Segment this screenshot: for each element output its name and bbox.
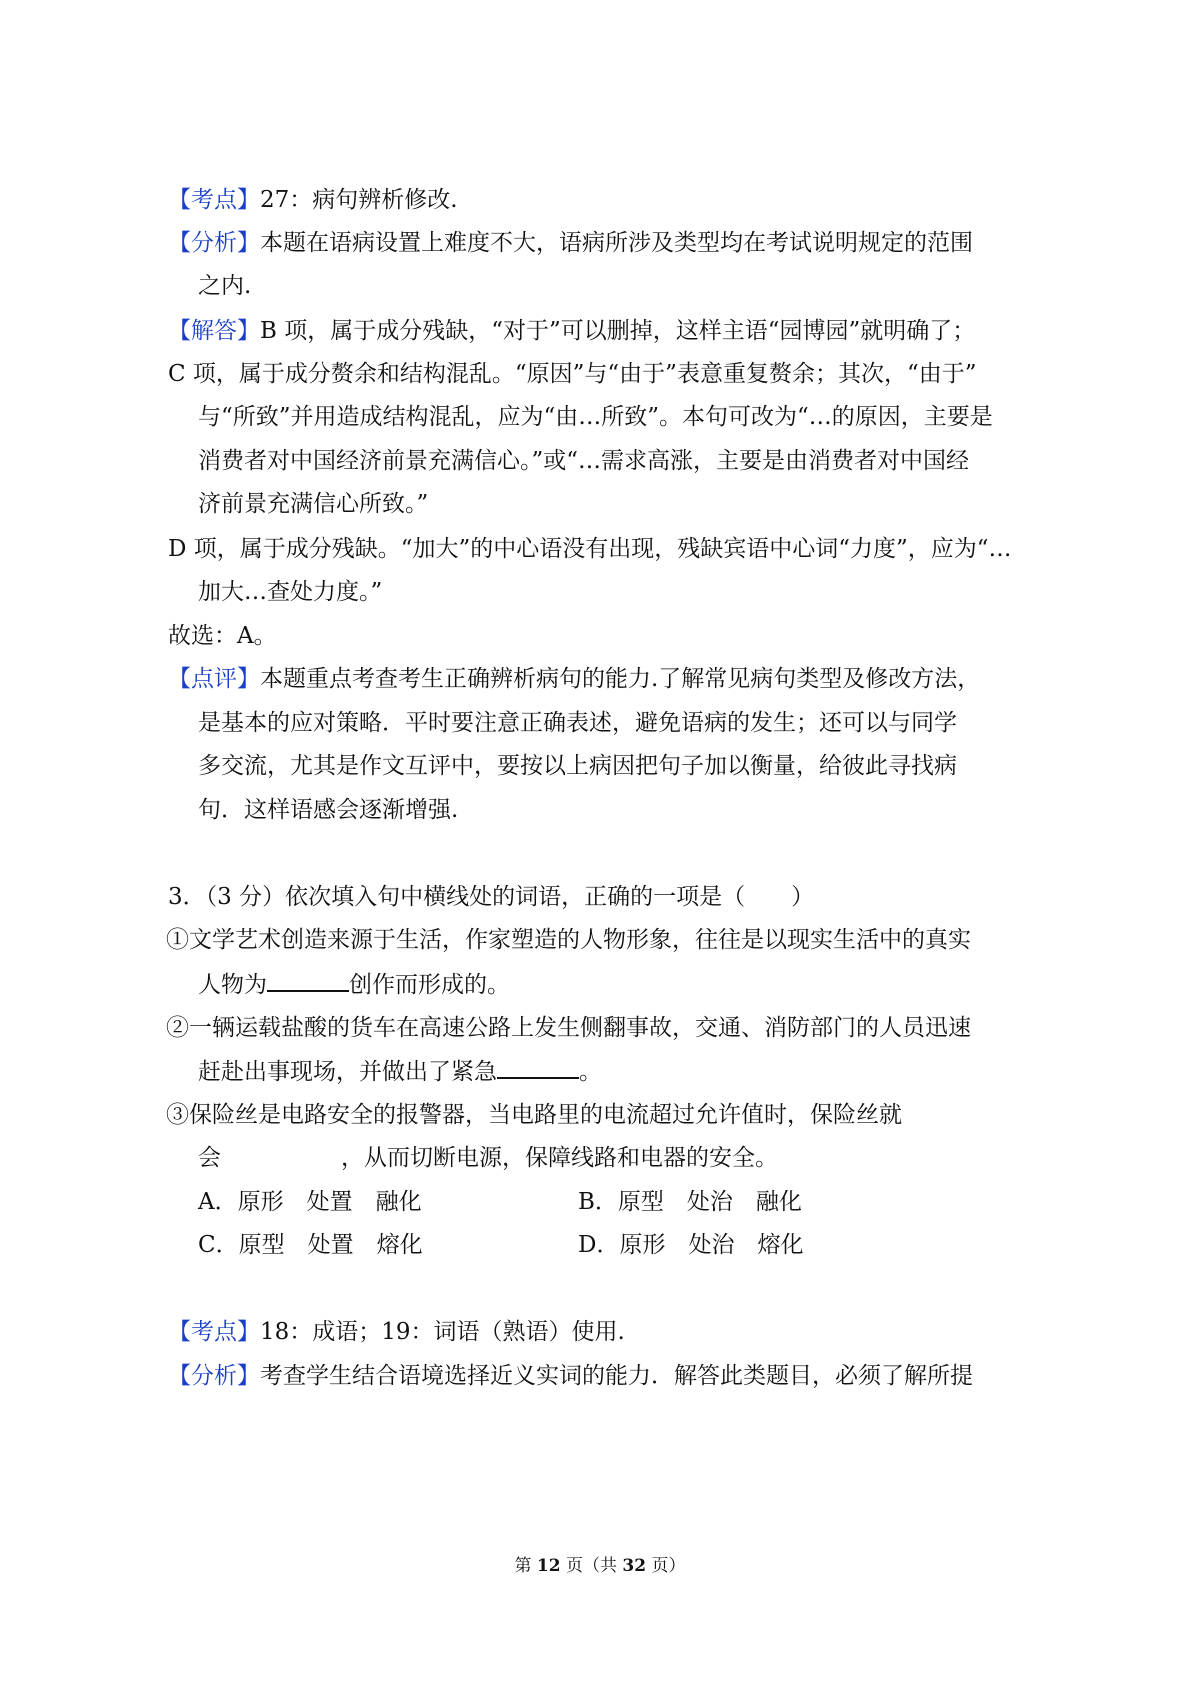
q2-c-line1: C 项，属于成分赘余和结构混乱。“原因”与“由于”表意重复赘余；其次，“由于” [168, 361, 977, 387]
fenxi-text: 本题在语病设置上难度不大，语病所涉及类型均在考试说明规定的范围 [260, 230, 973, 256]
q2-kaodian [168, 184, 458, 216]
fenxi-tag: 【分析】 [168, 230, 260, 256]
q2-fenxi [168, 227, 973, 259]
kaodian-tag: 【考点】 [168, 187, 260, 213]
jieda-tag: 【解答】 [168, 318, 260, 344]
q2-c-line2: 与“所致”并用造成结构混乱，应为“由…所致”。本句可改为“…的原因，主要是 [198, 404, 993, 430]
page-footer: 第 12 页（共 32 页） [514, 1556, 686, 1576]
q2-dianping-line2: 是基本的应对策略．平时要注意正确表述，避免语病的发生；还可以与同学 [198, 710, 957, 736]
q3-sentence2-line1: ②一辆运载盐酸的货车在高速公路上发生侧翻事故，交通、消防部门的人员迅速 [166, 1015, 971, 1041]
s1-pre: 人物为 [198, 972, 267, 998]
q2-fenxi-cont: 之内. [198, 273, 252, 299]
kaodian-text: 18：成语；19：词语（熟语）使用. [260, 1319, 625, 1345]
s2-pre: 赶赴出事现场，并做出了紧急 [198, 1059, 497, 1085]
kaodian-text: 27：病句辨析修改. [260, 187, 458, 213]
q2-d-line2: 加大…查处力度。” [198, 579, 383, 605]
fill-blank-2 [497, 1055, 579, 1079]
dianping-tag: 【点评】 [168, 666, 260, 692]
q3-sentence1-line2 [198, 968, 510, 1001]
current-page-number: 12 [536, 1556, 561, 1576]
q2-c-line3: 消费者对中国经济前景充满信心。”或“…需求高涨，主要是由消费者对中国经 [198, 448, 970, 474]
q3-stem: 3．（3 分）依次填入句中横线处的词语，正确的一项是（ ） [168, 884, 815, 910]
q2-dianping-line4: 句．这样语感会逐渐增强. [198, 797, 459, 823]
jieda-text: B 项，属于成分残缺，“对于”可以删掉，这样主语“园博园”就明确了； [260, 318, 976, 344]
total-page-number: 32 [622, 1556, 647, 1576]
q2-d-line1: D 项，属于成分残缺。“加大”的中心语没有出现，残缺宾语中心词“力度”，应为“… [168, 536, 1012, 562]
q3-sentence3-line2 [198, 1142, 778, 1174]
s3-post: ，从而切断电源，保障线路和电器的安全。 [341, 1145, 778, 1171]
q2-dianping [168, 663, 980, 695]
q3-kaodian [168, 1316, 625, 1348]
option-c: C．原型 处置 熔化 [198, 1232, 423, 1258]
s2-post: 。 [579, 1059, 602, 1085]
option-b: B．原型 处治 融化 [578, 1189, 802, 1215]
q2-c-line4: 济前景充满信心所致。” [198, 491, 429, 517]
fenxi-text: 考查学生结合语境选择近义实词的能力．解答此类题目，必须了解所提 [260, 1363, 973, 1389]
option-a: A．原形 处置 融化 [198, 1189, 422, 1215]
q2-dianping-line3: 多交流，尤其是作文互评中，要按以上病因把句子加以衡量，给彼此寻找病 [198, 753, 957, 779]
q3-sentence2-line2 [198, 1055, 602, 1088]
fill-blank-1 [267, 968, 349, 992]
kaodian-tag: 【考点】 [168, 1319, 260, 1345]
dianping-text: 本题重点考查考生正确辨析病句的能力.了解常见病句类型及修改方法， [260, 666, 981, 692]
q2-jieda [168, 315, 975, 347]
q3-sentence1-line1: ①文学艺术创造来源于生活，作家塑造的人物形象，往往是以现实生活中的真实 [166, 927, 971, 953]
s3-pre: 会 [198, 1145, 221, 1171]
fenxi-tag: 【分析】 [168, 1363, 260, 1389]
q3-fenxi [168, 1360, 973, 1392]
q3-sentence3-line1: ③保险丝是电路安全的报警器，当电路里的电流超过允许值时，保险丝就 [166, 1102, 902, 1128]
option-d: D．原形 处治 熔化 [578, 1232, 804, 1258]
s1-post: 创作而形成的。 [349, 972, 510, 998]
q2-answer: 故选：A。 [168, 623, 277, 649]
